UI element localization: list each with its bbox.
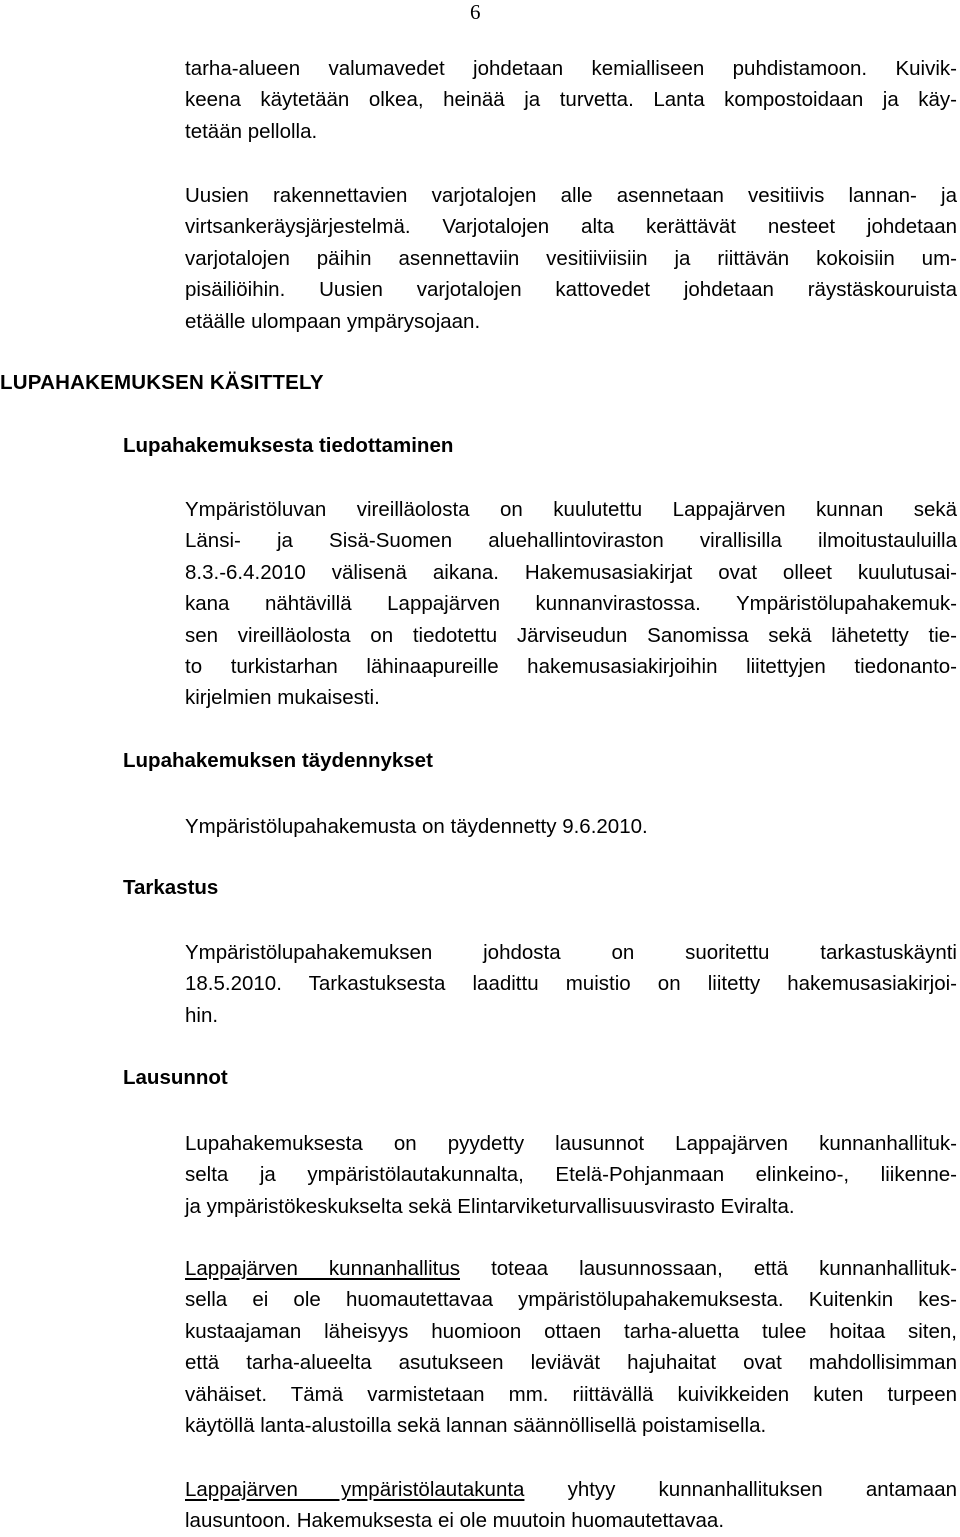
text-line: Länsi- ja Sisä-Suomen aluehallintoviraston virallisilla ilmoitustauluilla (185, 529, 957, 553)
text-line: kirjelmien mukaisesti. (185, 686, 380, 710)
underlined-organization: Lappajärven kunnanhallitus (185, 1257, 460, 1280)
paragraph-tiedottaminen (185, 494, 957, 714)
section-title: LUPAHAKEMUKSEN KÄSITTELY (0, 371, 324, 394)
underlined-organization: Lappajärven ympäristölautakunta (185, 1478, 525, 1501)
text-line (185, 1474, 957, 1505)
text-line: Uusien rakennettavien varjotalojen alle asennetaan vesitiivis lannan- ja (185, 184, 957, 207)
text-line: keena käytetään olkea, heinää ja turvetta. Lanta kompostoidaan ja käy- (185, 88, 957, 112)
text-line: hin. (185, 1003, 219, 1027)
intro-paragraph-1 (185, 53, 957, 147)
text-line: tetään pellolla. (185, 119, 318, 143)
text-line: Ympäristölupahakemusta on täydennetty 9.6.2010. (185, 815, 648, 838)
heading-lausunnot: Lausunnot (123, 1066, 228, 1089)
text-line: selta ja ympäristölautakunnalta, Etelä-Pohjanmaan elinkeino-, liikenne- (185, 1163, 957, 1187)
heading-tarkastus: Tarkastus (123, 876, 219, 899)
text-line: Ympäristölupahakemuksen johdosta on suoritettu tarkastuskäynti (185, 941, 957, 964)
text-line: että tarha-alueelta asutukseen leviävät hajuhaitat ovat mahdollisimman (185, 1351, 957, 1375)
paragraph-tarkastus (185, 937, 957, 1031)
text-line: käytöllä lanta-alustoilla sekä lannan säännöllisellä poistamisella. (185, 1414, 767, 1438)
paragraph-lausunnot-2 (185, 1253, 957, 1441)
paragraph-lausunnot-1 (185, 1128, 957, 1222)
text-line: Ympäristöluvan vireilläolosta on kuulutettu Lappajärven kunnan sekä (185, 498, 957, 521)
text-span: toteaa lausunnossaan, että kunnanhallituk- (460, 1257, 958, 1280)
heading-taydennykset: Lupahakemuksen täydennykset (123, 749, 433, 772)
text-line: sen vireilläolosta on tiedotettu Järviseudun Sanomissa sekä lähetetty tie- (185, 623, 957, 647)
text-line (185, 1253, 957, 1284)
paragraph-taydennykset (185, 811, 957, 842)
text-line: 8.3.-6.4.2010 välisenä aikana. Hakemusasiakirjat ovat olleet kuulutusai- (185, 560, 957, 584)
text-line: vähäiset. Tämä varmistetaan mm. riittävällä kuivikkeiden kuten turpeen (185, 1382, 957, 1406)
heading-tiedottaminen: Lupahakemuksesta tiedottaminen (123, 434, 454, 457)
text-line: Lupahakemuksesta on pyydetty lausunnot Lappajärven kunnanhallituk- (185, 1132, 957, 1155)
text-line: pisäiliöihin. Uusien varjotalojen kattovedet johdetaan räystäskouruista (185, 278, 957, 302)
text-line: lausuntoon. Hakemuksesta ei ole muutoin huomautettavaa. (185, 1509, 725, 1533)
text-line: ja ympäristökeskukselta sekä Elintarviketurvallisuusvirasto Eviralta. (185, 1194, 795, 1218)
text-line: to turkistarhan lähinaapureille hakemusasiakirjoihin liitettyjen tiedonanto- (185, 655, 957, 679)
text-line: kustaajaman läheisyys huomioon ottaen tarha-aluetta tulee hoitaa siten, (185, 1319, 957, 1343)
text-line: varjotalojen päihin asennettaviin vesitiiviisiin ja riittävän kokoisiin um- (185, 246, 957, 270)
text-line: etäälle ulompaan ympärysojaan. (185, 309, 481, 333)
text-line: 18.5.2010. Tarkastuksesta laadittu muistio on liitetty hakemusasiakirjoi- (185, 972, 957, 996)
page-number: 6 (470, 0, 481, 24)
intro-paragraph-2 (185, 180, 957, 337)
text-line: virtsankeräysjärjestelmä. Varjotalojen alta kerättävät nesteet johdetaan (185, 215, 957, 239)
text-line: tarha-alueen valumavedet johdetaan kemialliseen puhdistamoon. Kuivik- (185, 57, 957, 80)
paragraph-lausunnot-3 (185, 1474, 957, 1537)
text-line: kana nähtävillä Lappajärven kunnanvirastossa. Ympäristölupahakemuk- (185, 592, 957, 616)
text-span: yhtyy kunnanhallituksen antamaan (524, 1478, 957, 1501)
text-line: sella ei ole huomautettavaa ympäristölupahakemuksesta. Kuitenkin kes- (185, 1288, 957, 1312)
